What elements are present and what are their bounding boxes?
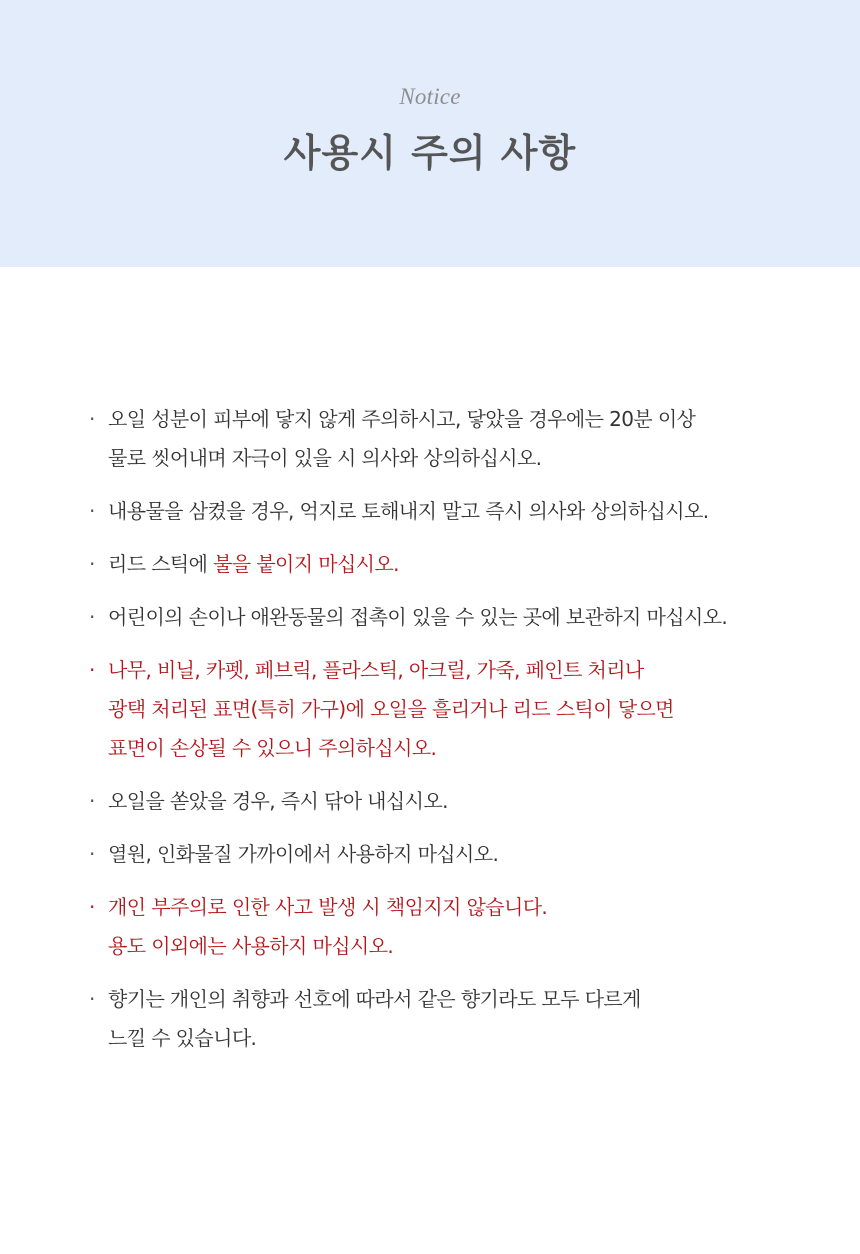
item-line: 개인 부주의로 인한 사고 발생 시 책임지지 않습니다. [108,895,548,919]
item-line [108,545,860,584]
header-banner [0,0,860,267]
list-item [0,782,860,821]
item-line: 표면이 손상될 수 있으니 주의하십시오. [108,736,437,760]
list-item-warning [0,888,860,966]
bullet-marker: · [89,895,95,919]
item-line: 나무, 비닐, 카펫, 페브릭, 플라스틱, 아크릴, 가죽, 페인트 처리나 [108,658,644,682]
notice-label: Notice [399,84,461,109]
bullet-marker: · [89,605,95,629]
bullet-marker: · [89,499,95,523]
item-text: 리드 스틱에 [108,552,214,576]
list-item [0,492,860,531]
bullet-marker: · [89,987,95,1011]
list-item-warning [0,651,860,768]
list-item [0,835,860,874]
item-line: 오일 성분이 피부에 닿지 않게 주의하시고, 닿았을 경우에는 20분 이상 [108,407,696,431]
list-item [0,980,860,1058]
item-line: 오일을 쏟았을 경우, 즉시 닦아 내십시오. [108,789,448,813]
item-line: 향기는 개인의 취향과 선호에 따라서 같은 향기라도 모두 다르게 [108,987,641,1011]
item-line: 광택 처리된 표면(특히 가구)에 오일을 흘리거나 리드 스틱이 닿으면 [108,697,674,721]
bullet-marker: · [89,842,95,866]
bullet-marker: · [89,658,95,682]
item-line: 물로 씻어내며 자극이 있을 시 의사와 상의하십시오. [108,446,542,470]
bullet-marker: · [89,552,95,576]
item-line: 열원, 인화물질 가까이에서 사용하지 마십시오. [108,842,499,866]
list-item [0,545,860,584]
page-title: 사용시 주의 사항 [283,131,577,175]
warning-text: 불을 붙이지 마십시오. [213,552,399,576]
bullet-marker: · [89,407,95,431]
notice-list [0,400,860,1072]
item-line: 내용물을 삼켰을 경우, 억지로 토해내지 말고 즉시 의사와 상의하십시오. [108,499,709,523]
bullet-marker: · [89,789,95,813]
item-line: 어린이의 손이나 애완동물의 접촉이 있을 수 있는 곳에 보관하지 마십시오. [108,605,728,629]
item-line: 느낄 수 있습니다. [108,1026,257,1050]
list-item [0,598,860,637]
list-item [0,400,860,478]
item-line: 용도 이외에는 사용하지 마십시오. [108,934,394,958]
